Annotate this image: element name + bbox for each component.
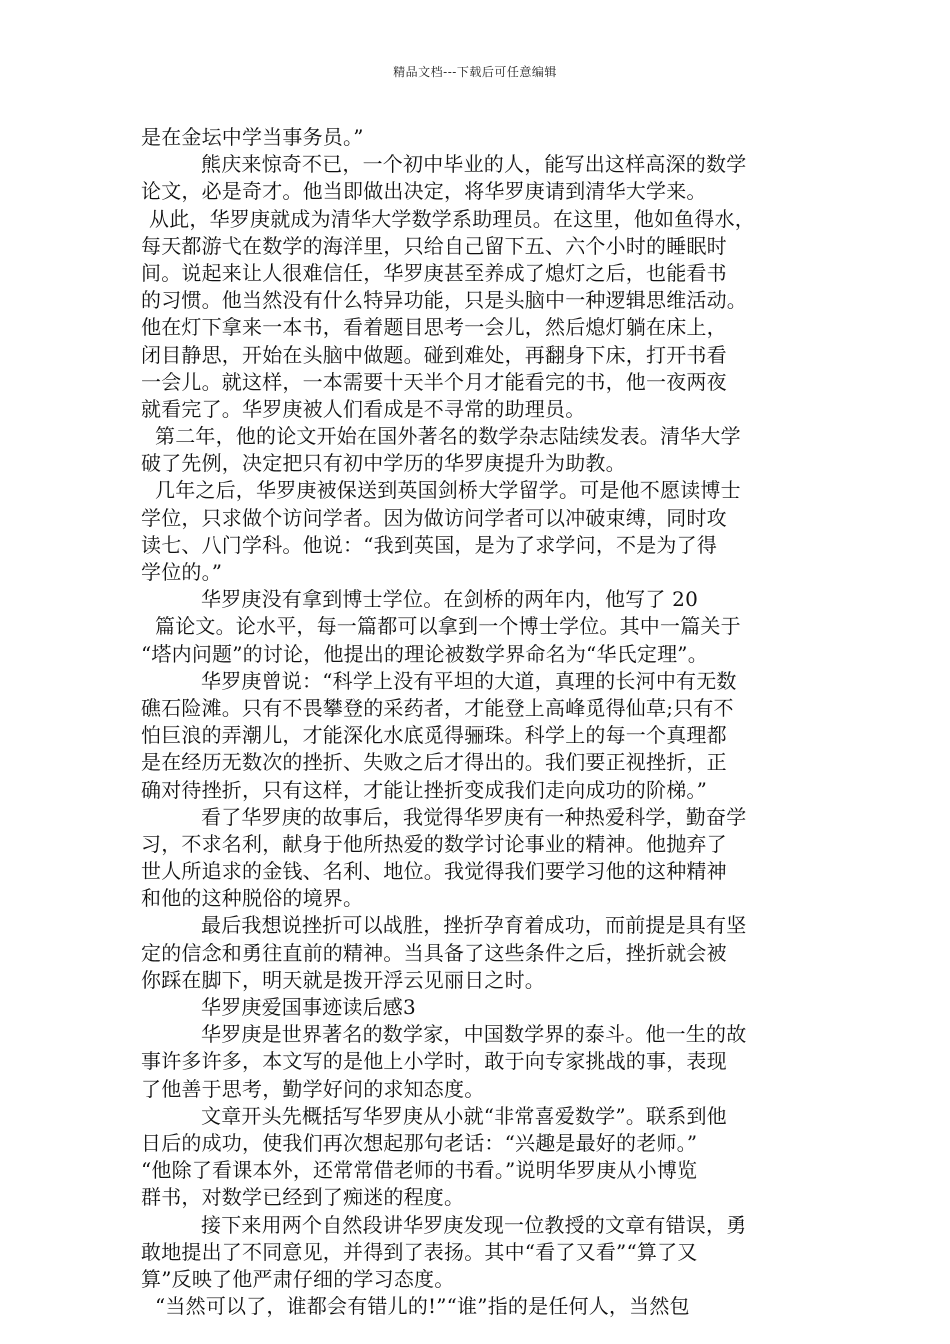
text-line: 论文，必是奇才。他当即做出决定，将华罗庚请到清华大学来。 (141, 179, 707, 204)
text-line: 礁石险滩。只有不畏攀登的采药者，才能登上高峰觅得仙草;只有不 (141, 695, 734, 720)
text-line: 定的信念和勇往直前的精神。当具备了这些条件之后，挫折就会被 (141, 940, 727, 965)
text-line: 和他的这种脱俗的境界。 (141, 886, 364, 911)
text-line: 从此，华罗庚就成为清华大学数学系助理员。在这里，他如鱼得水， (149, 206, 755, 231)
text-line: 闭目静思，开始在头脑中做题。碰到难处，再翻身下床，打开书看 (141, 342, 727, 367)
text-line: 学位，只求做个访问学者。因为做访问学者可以冲破束缚，同时攻 (141, 505, 727, 530)
text-line: 每天都游弋在数学的海洋里，只给自己留下五、六个小时的睡眠时 (141, 233, 727, 258)
text-line: 华罗庚曾说：“科学上没有平坦的大道，真理的长河中有无数 (201, 668, 737, 693)
text-line: 看了华罗庚的故事后，我觉得华罗庚有一种热爱科学，勤奋学 (201, 804, 747, 829)
text-line: 确对待挫折，只有这样，才能让挫折变成我们走向成功的阶梯。” (141, 777, 708, 802)
text-line: “塔内问题”的讨论，他提出的理论被数学界命名为“华氏定理”。 (141, 641, 708, 666)
text-line: 群书，对数学已经到了痴迷的程度。 (141, 1185, 465, 1210)
text-line: 篇论文。论水平，每一篇都可以拿到一个博士学位。其中一篇关于 (155, 614, 741, 639)
text-line: 了他善于思考，勤学好问的求知态度。 (141, 1076, 485, 1101)
page-header: 精品文档---下载后可任意编辑 (393, 65, 557, 79)
text-line: 算”反映了他严肃仔细的学习态度。 (141, 1266, 455, 1291)
text-line: 读七、八门学科。他说：“我到英国，是为了求学问，不是为了得 (141, 532, 718, 557)
text-line: 熊庆来惊奇不已，一个初中毕业的人，能写出这样高深的数学 (201, 152, 747, 177)
text-line: 接下来用两个自然段讲华罗庚发现一位教授的文章有错误，勇 (201, 1212, 747, 1237)
text-line: 一会儿。就这样，一本需要十天半个月才能看完的书，他一夜两夜 (141, 369, 727, 394)
document-body (141, 124, 826, 1320)
text-line: 破了先例，决定把只有初中学历的华罗庚提升为助教。 (141, 451, 626, 476)
text-line: 第二年，他的论文开始在国外著名的数学杂志陆续发表。清华大学 (155, 424, 741, 449)
text-line: 他在灯下拿来一本书，看着题目思考一会儿，然后熄灯躺在床上， (141, 315, 727, 340)
text-line: 华罗庚是世界著名的数学家，中国数学界的泰斗。他一生的故 (201, 1022, 747, 1047)
text-line: “当然可以了，谁都会有错儿的!”“谁”指的是任何人，当然包 (155, 1294, 690, 1319)
text-line: “他除了看课本外，还常常借老师的书看。”说明华罗庚从小博览 (141, 1158, 698, 1183)
text-line: 你踩在脚下，明天就是拨开浮云见丽日之时。 (141, 967, 545, 992)
text-line: 事许多许多，本文写的是他上小学时，敢于向专家挑战的事，表现 (141, 1049, 727, 1074)
text-line: 几年之后，华罗庚被保送到英国剑桥大学留学。可是他不愿读博士 (155, 478, 741, 503)
text-line: 世人所追求的金钱、名利、地位。我觉得我们要学习他的这种精神 (141, 859, 727, 884)
text-line: 间。说起来让人很难信任，华罗庚甚至养成了熄灯之后，也能看书 (141, 260, 727, 285)
text-line: 是在金坛中学当事务员。” (141, 125, 364, 149)
text-line: 的习惯。他当然没有什么特异功能，只是头脑中一种逻辑思维活动。 (141, 288, 747, 313)
text-line: 怕巨浪的弄潮儿，才能深化水底觅得骊珠。科学上的每一个真理都 (141, 723, 727, 748)
text-line: 习，不求名利，献身于他所热爱的数学讨论事业的精神。他抛弃了 (141, 831, 727, 856)
text-line: 学位的。” (141, 560, 223, 584)
text-line: 敢地提出了不同意见，并得到了表扬。其中“看了又看”“算了又 (141, 1239, 698, 1264)
text-line: 最后我想说挫折可以战胜，挫折孕育着成功，而前提是具有坚 (201, 913, 747, 938)
text-line: 是在经历无数次的挫折、失败之后才得出的。我们要正视挫折，正 (141, 750, 727, 775)
text-line: 华罗庚爱国事迹读后感3 (201, 995, 416, 1019)
text-line: 华罗庚没有拿到博士学位。在剑桥的两年内，他写了 20 (201, 587, 699, 612)
text-line: 就看完了。华罗庚被人们看成是不寻常的助理员。 (141, 396, 586, 421)
text-line: 日后的成功，使我们再次想起那句老话：“兴趣是最好的老师。” (141, 1130, 698, 1155)
text-line: 文章开头先概括写华罗庚从小就“非常喜爱数学”。联系到他 (201, 1103, 727, 1128)
